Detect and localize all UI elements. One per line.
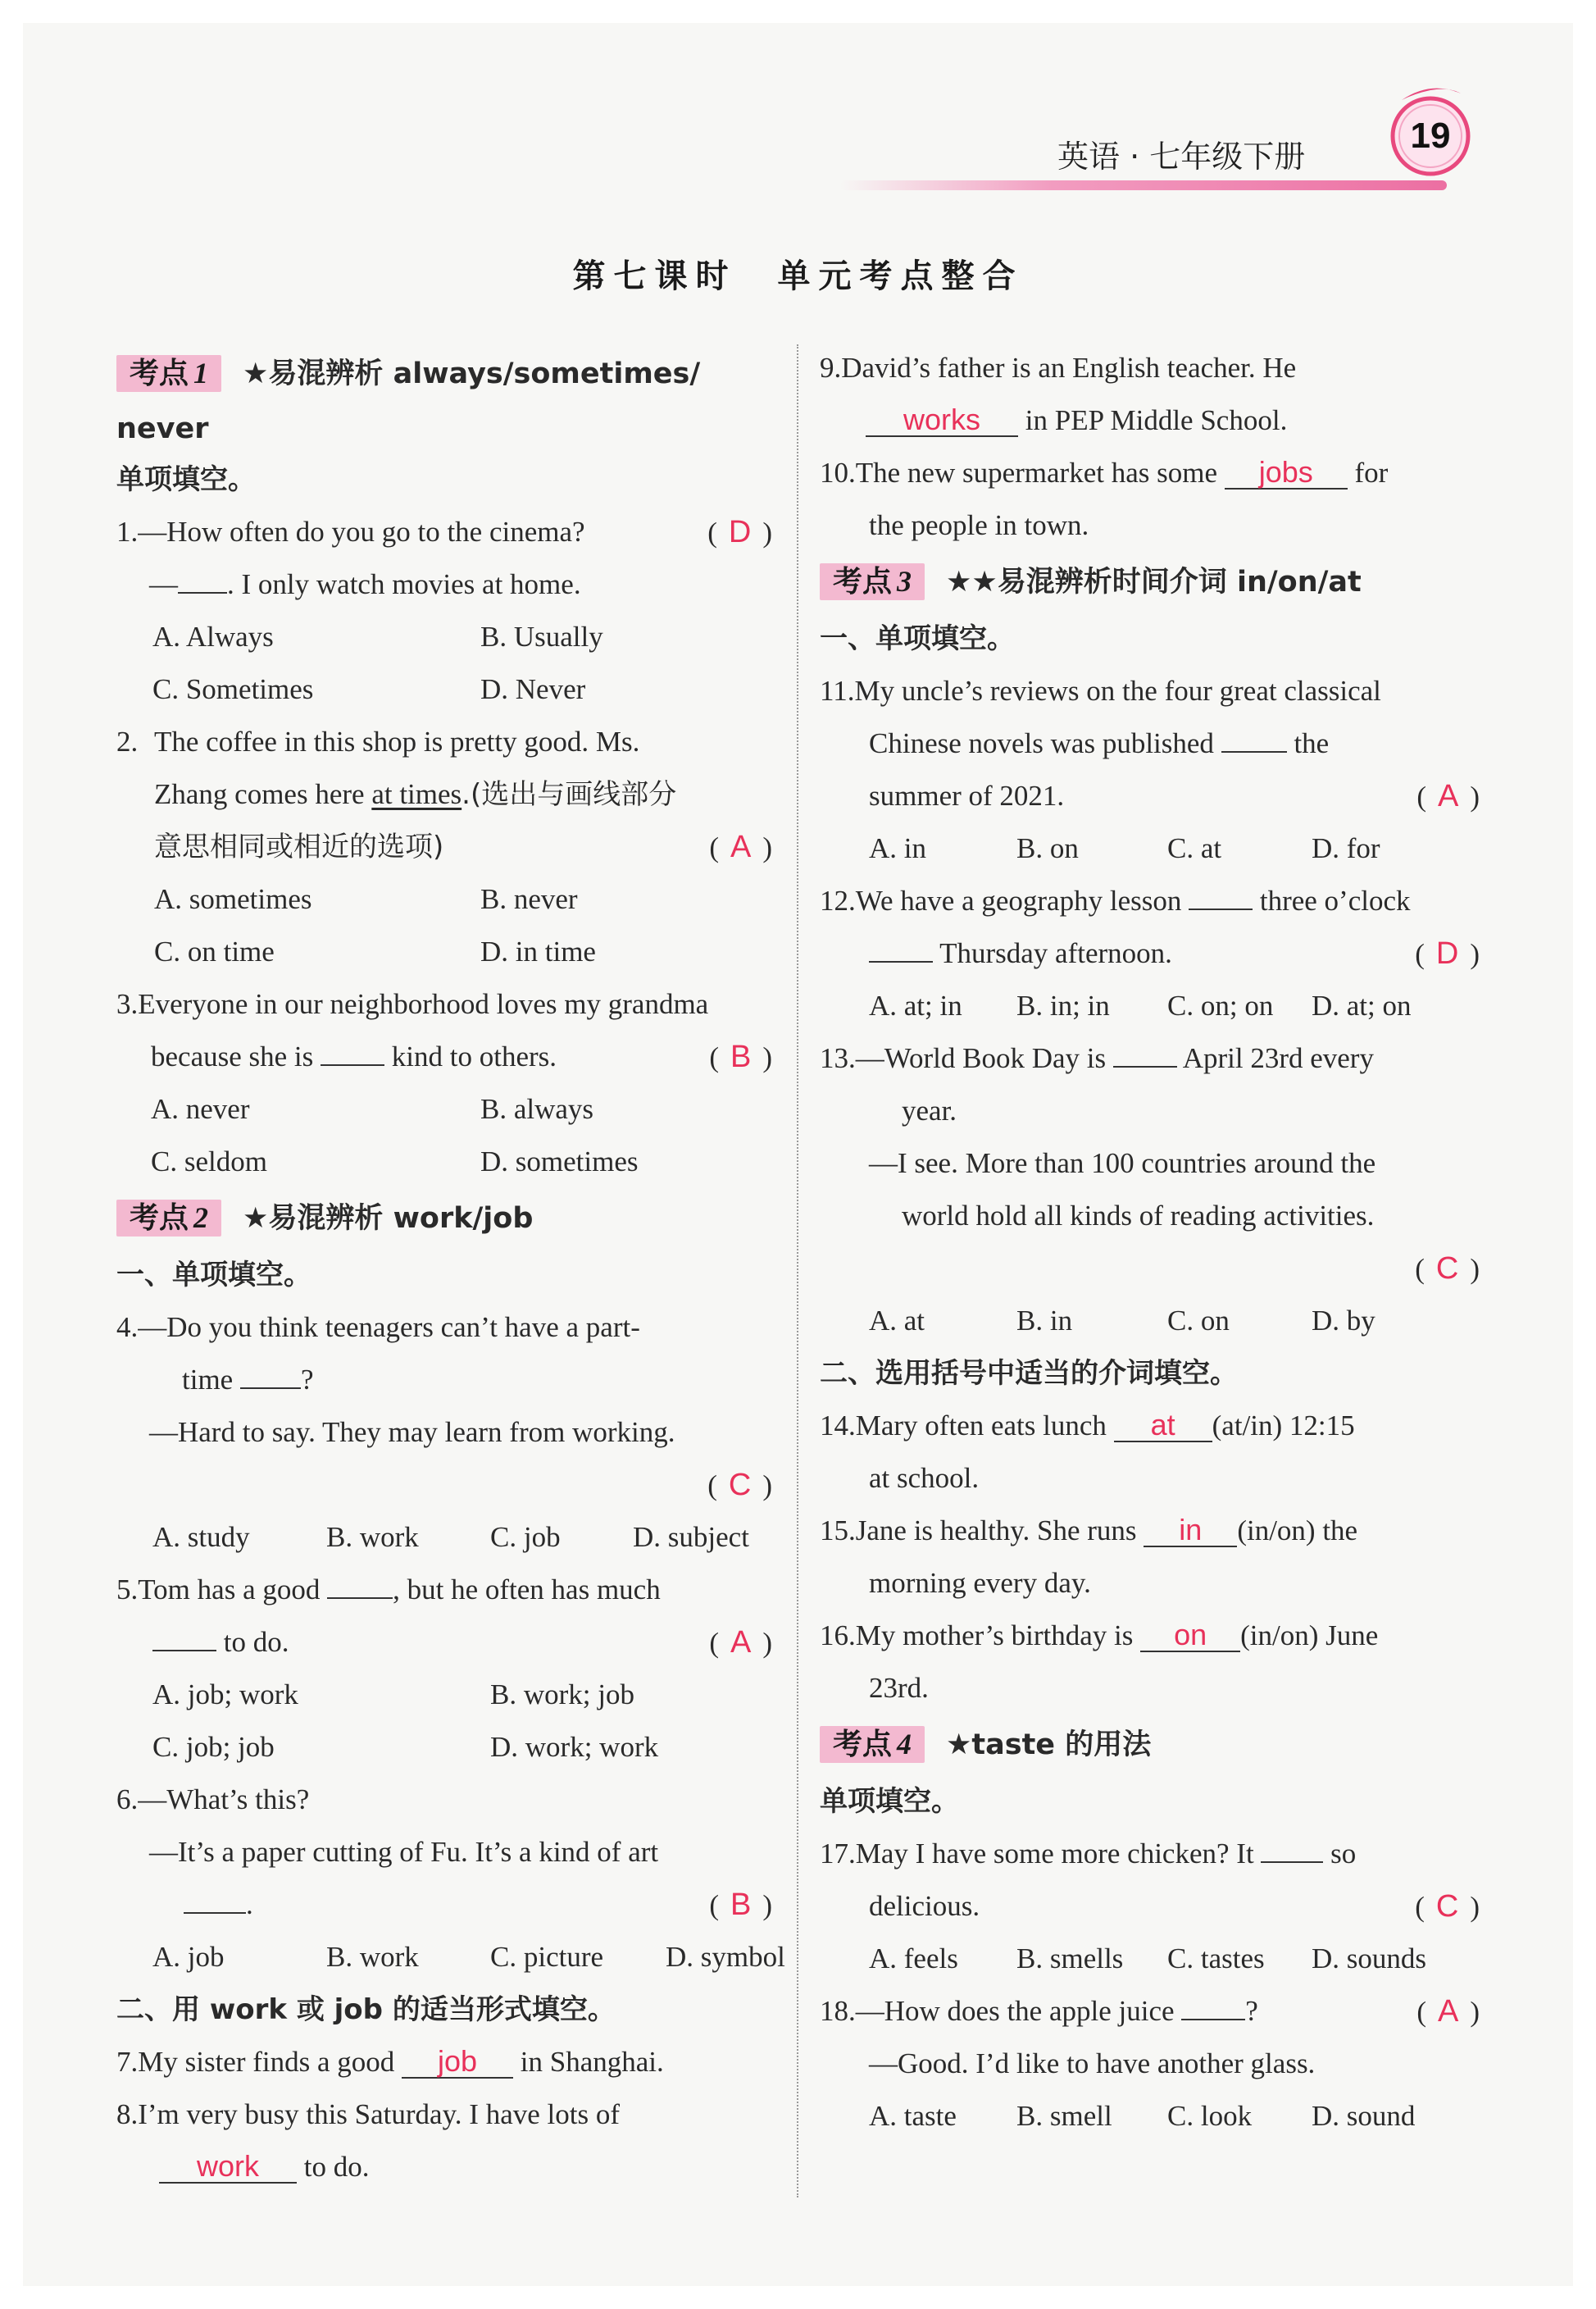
fill-answer: work [159,2151,297,2184]
answer-mark: A [1437,779,1459,813]
header-underline [840,180,1447,190]
answer-mark: A [1437,1994,1459,2029]
underlined-phrase: at times [371,778,462,810]
answer-blank [327,1597,393,1599]
kaodian-4-heading: 考点 4 ★taste 的用法 [820,1726,1151,1763]
question-17: 17.May I have some more chicken? It so [820,1838,1357,1870]
question-4: 4.—Do you think teenagers can’t have a part- [116,1311,640,1343]
answer-blank [1181,2019,1245,2020]
question-8: 8.I’m very busy this Saturday. I have lots of [116,2098,621,2130]
question-6-line2: —It’s a paper cutting of Fu. It’s a kind of art [149,1836,659,1868]
question-10: 10.The new supermarket has some jobs for [820,455,1389,489]
workbook-page: 英语 · 七年级下册 19 第七课时 单元考点整合 考点 1 ★易混辨析 always/sometimes/ never 单项填空。 1.—How often do you go to the cinema? ( D ) — . I only watch movies at home. A. Always B. Usually C. Sometimes D. Never 2. The coffee in this shop is pretty good. Ms. Zhang comes here at times.(选出与画线部分 意思相同或相近的选项) ( A ) A. sometimes B. never C. on time D. in time 3.Everyone in our neighborhood loves my grandma because she is kind to others. ( B ) A. never B. always C. seldom D. sometimes 考点 2 ★易混辨析 work/job 一、单项填空。 4.—Do you think teenagers can’t have a part- time ? —Hard to say. They may learn from working. ( C ) A. study B. work C. job D. subject 5.Tom has a good , but he often has much to do. ( A ) A. job; work B. work; job C. job; job D. work; work 6.—What’s this? —It’s a paper cutting of Fu. It’s a kind of art . ( B ) A. job B. work C. picture D. symbol 二、用 work 或 job 的适当形式填空。 7.My sister finds a good job in Shanghai. 8.I’m very busy this Saturday. I have lots of work to do. 9.David’s father is an English teacher. He works in PEP Middle School. 10.The new supermarket has some jobs for the people in town. 考点 3 ★★易混辨析时间介词 in/on/at 一、单项填空。 11.My uncle’s reviews on the four great classical Chinese novels was published the summer of 2021. ( A ) A. in B. on C. at D. for 12.We have a geography lesson three o’clock Thursday afternoon. ( D ) A. at; in B. in; in C. on; on D. at; on 13.—World Book Day is April 23rd every year. —I see. More than 100 countries around the world hold all kinds of reading activities. ( C ) A. at B. in C. on D. by 二、选用括号中适当的介词填空。 14.Mary often eats lunch at (at/in) 12:15 at school. 15.Jane is healthy. She runs in (in/on) the morning every day. 16.My mother’s birthday is on (in/on) June 23rd. 考点 4 ★taste 的用法 单项填空。 17.May I have some more chicken? It so delicious. ( C ) A. feels B. smells C. tastes D. sounds 18.—How does the apple juice ? ( A ) —Good. I’d like to have another glass. A. taste B. smell C. look D. sound [0,0,1596,2309]
section-instruction: 单项填空。 [116,463,256,496]
question-2-line3: 意思相同或相近的选项) ( A ) [154,830,772,864]
answer-mark: A [730,1625,752,1660]
section-instruction: 一、单项填空。 [820,622,1015,655]
fill-answer: job [402,2046,513,2079]
question-11: 11.My uncle’s reviews on the four great classical [820,675,1381,707]
question-2-line2: Zhang comes here at times.(选出与画线部分 [154,778,677,811]
question-1: 1.—How often do you go to the cinema? ( D ) [116,515,772,549]
question-9-line2: works in PEP Middle School. [866,403,1287,439]
fill-answer: jobs [1225,457,1348,490]
answer-mark: D [728,515,752,549]
question-18: 18.—How does the apple juice ? ( A ) [820,1994,1480,2029]
question-6-line3: . ( B ) [184,1887,772,1923]
answer-mark: B [730,1888,752,1922]
answer-blank [184,1912,246,1914]
question-11-line2: Chinese novels was published the [869,727,1330,759]
question-18-line2: —Good. I’d like to have another glass. [869,2047,1316,2079]
question-14-line2: at school. [869,1462,980,1494]
answer-blank [240,1387,301,1389]
answer-blank [1221,751,1287,753]
page-number-badge [1385,82,1476,180]
question-12-line2: Thursday afternoon. ( D ) [869,936,1480,972]
answer-blank [1261,1861,1323,1863]
answer-blank [869,961,933,963]
answer-mark: A [730,830,752,864]
fill-answer: on [1140,1619,1240,1652]
question-15-line2: morning every day. [869,1567,1091,1599]
question-13-line2: year. [902,1095,957,1127]
answer-mark: B [730,1040,752,1074]
question-6: 6.—What’s this? [116,1783,310,1815]
question-9: 9.David’s father is an English teacher. He [820,352,1297,384]
answer-mark: C [1435,1251,1459,1286]
question-8-line2: work to do. [159,2149,369,2185]
question-15: 15.Jane is healthy. She runs in (in/on) the [820,1513,1358,1546]
kaodian-3-heading: 考点 3 ★★易混辨析时间介词 in/on/at [820,563,1362,600]
question-12: 12.We have a geography lesson three o’clock [820,885,1411,917]
question-11-line3: summer of 2021. ( A ) [869,779,1480,813]
question-5: 5.Tom has a good , but he often has much [116,1573,661,1605]
question-13: 13.—World Book Day is April 23rd every [820,1042,1374,1074]
fill-answer: at [1114,1410,1212,1442]
kaodian-1-heading: 考点 1 ★易混辨析 always/sometimes/ [116,355,700,392]
question-10-line2: the people in town. [869,509,1089,541]
question-1-line2: — . I only watch movies at home. [149,568,581,600]
lesson-title: 第七课时 单元考点整合 [572,257,1024,295]
kaodian-tag: 考点 1 [116,355,221,392]
question-2: 2. The coffee in this shop is pretty good. Ms. [116,726,640,758]
question-4-line2: time ? [182,1364,314,1396]
answer-blank [321,1064,384,1066]
answer-blank [1189,909,1253,910]
kaodian-2-heading: 考点 2 ★易混辨析 work/job [116,1200,533,1236]
page-number: 19 [1410,116,1451,156]
question-3-line2: because she is kind to others. ( B ) [151,1040,772,1074]
answer-mark: C [1435,1889,1459,1924]
section-instruction: 二、选用括号中适当的介词填空。 [820,1357,1238,1390]
section-instruction: 一、单项填空。 [116,1259,311,1291]
question-4-line3: —Hard to say. They may learn from working. [149,1416,675,1448]
question-13-line3: —I see. More than 100 countries around the [869,1147,1376,1179]
fill-answer: in [1144,1514,1237,1547]
answer-blank [1113,1066,1177,1068]
answer-blank [178,592,227,594]
question-17-line2: delicious. ( C ) [869,1889,1480,1924]
fill-answer: works [866,404,1018,437]
answer-mark: C [728,1468,752,1502]
answer-mark: D [1435,936,1459,971]
question-13-line4: world hold all kinds of reading activities. [902,1200,1375,1232]
question-3: 3.Everyone in our neighborhood loves my grandma [116,988,709,1020]
question-16: 16.My mother’s birthday is on (in/on) June [820,1618,1379,1651]
question-5-line2: to do. ( A ) [152,1624,772,1660]
column-divider [797,344,798,2197]
kaodian-1-heading-cont: never [116,412,209,445]
subject-title: 英语 · 七年级下册 [1057,139,1306,175]
question-7: 7.My sister finds a good job in Shanghai. [116,2044,664,2078]
section-instruction: 二、用 work 或 job 的适当形式填空。 [116,1993,616,2026]
answer-blank [152,1650,216,1651]
question-16-line2: 23rd. [869,1672,929,1704]
question-14: 14.Mary often eats lunch at (at/in) 12:15 [820,1408,1355,1441]
section-instruction: 单项填空。 [820,1785,959,1818]
